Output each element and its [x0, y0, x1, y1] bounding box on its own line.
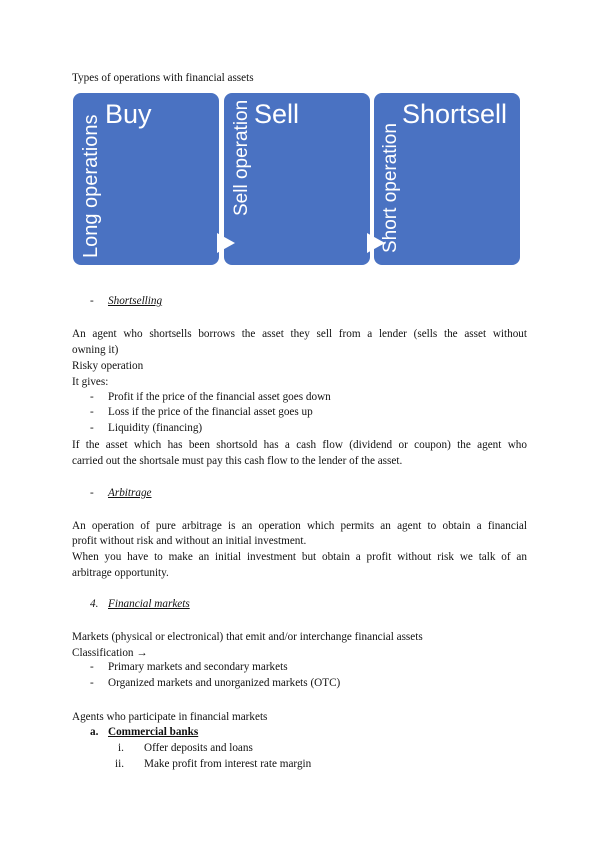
paragraph-line: Agents who participate in financial markets — [72, 711, 268, 723]
list-dash: - — [90, 487, 94, 499]
list-item: Organized markets and unorganized markets (OTC) — [108, 677, 341, 689]
diagram-box-title: Buy — [105, 99, 152, 129]
diagram-box-buy — [73, 93, 219, 265]
arrow-right-icon — [217, 233, 235, 253]
section-heading-financial-markets: Financial markets — [108, 598, 190, 610]
list-dash: - — [90, 406, 94, 418]
paragraph-line: Markets (physical or electronical) that emit and/or interchange financial assets — [72, 631, 423, 643]
list-item: Liquidity (financing) — [108, 422, 203, 434]
section-number: 4. — [90, 598, 99, 610]
sub-list-item: Offer deposits and loans — [144, 742, 253, 754]
paragraph-line: Classification → — [72, 647, 148, 659]
paragraph-line: Risky operation — [72, 360, 144, 372]
list-item: Loss if the price of the financial asset goes up — [108, 406, 313, 418]
diagram-box-title: Sell — [254, 99, 300, 129]
paragraph-line: carried out the shortsale must pay this cash flow to the lender of the asset. — [72, 455, 403, 467]
section-heading-shortselling: Shortselling — [108, 295, 163, 307]
diagram-box-sell — [224, 93, 370, 265]
page-heading: Types of operations with financial assets — [72, 72, 254, 84]
arrow-right-icon — [367, 233, 385, 253]
roman-numeral: ii. — [115, 758, 125, 770]
paragraph-line: An operation of pure arbitrage is an operation which permits an agent to obtain a financial — [72, 520, 527, 532]
paragraph-line: An agent who shortsells borrows the asset they sell from a lender (sells the asset without — [72, 328, 527, 340]
list-dash: - — [90, 295, 94, 307]
diagram-box-vertical-label: Sell operation — [231, 99, 252, 216]
list-item: Primary markets and secondary markets — [108, 661, 288, 673]
diagram-box-vertical-label: Long operations — [80, 114, 102, 258]
paragraph-line: profit without risk and without an initial investment. — [72, 535, 307, 547]
list-item: Profit if the price of the financial asset goes down — [108, 391, 331, 403]
list-dash: - — [90, 661, 94, 673]
paragraph-line: arbitrage opportunity. — [72, 567, 169, 579]
diagram-box-shortsell — [374, 93, 520, 265]
diagram-box-title: Shortsell — [402, 99, 508, 129]
sub-list-label: a. — [90, 726, 99, 738]
diagram-box-vertical-label: Short operation — [380, 123, 401, 253]
list-dash: - — [90, 391, 94, 403]
list-dash: - — [90, 422, 94, 434]
roman-numeral: i. — [118, 742, 124, 754]
section-heading-arbitrage: Arbitrage — [108, 487, 152, 499]
sub-heading-commercial-banks: Commercial banks — [108, 726, 199, 738]
paragraph-line: owning it) — [72, 344, 119, 356]
paragraph-line: It gives: — [72, 376, 109, 388]
sub-list-item: Make profit from interest rate margin — [144, 758, 312, 770]
paragraph-line: When you have to make an initial investment but obtain a profit without risk we talk of an — [72, 551, 527, 563]
paragraph-line: If the asset which has been shortsold has a cash flow (dividend or coupon) the agent who — [72, 439, 527, 451]
list-dash: - — [90, 677, 94, 689]
